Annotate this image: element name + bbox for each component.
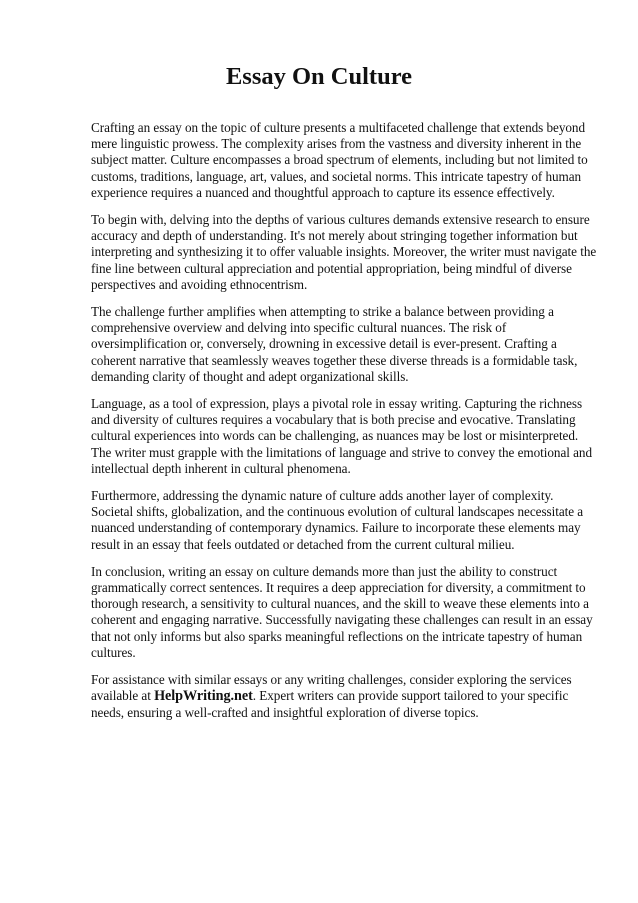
closing-paragraph: [91, 672, 597, 721]
paragraph-2: To begin with, delving into the depths of various cultures demands extensive research to ensure accuracy and depth of understanding. It's not merely about stringing together information but interpreting and synthesizing it to offer valuable insights. Moreover, the writer must navigate the fine line between cultural appreciation and potential appropriation, being mindful of diverse perspectives and avoiding ethnocentrism.: [91, 212, 597, 292]
paragraph-4: Language, as a tool of expression, plays a pivotal role in essay writing. Capturing the richness and diversity of cultures requires a vocabulary that is both precise and evocative. Translating cultural experiences into words can be challenging, as nuances may be lost or misinterpreted. The writer must grapple with the limitations of language and strive to convey the emotional and intellectual depth inherent in cultural phenomena.: [91, 396, 593, 476]
paragraph-5: Furthermore, addressing the dynamic nature of culture adds another layer of complexity. Societal shifts, globalization, and the continuous evolution of cultural landscapes necessitate a nuanced understanding of contemporary dynamics. Failure to incorporate these elements may result in an essay that feels outdated or detached from the current cultural milieu.: [91, 488, 584, 552]
page-title: Essay On Culture: [225, 63, 413, 90]
essay-body: [91, 120, 597, 732]
paragraph-3: The challenge further amplifies when attempting to strike a balance between providing a comprehensive overview and delving into specific cultural nuances. The risk of oversimplification or, conversely, drowning in excessive detail is ever-present. Crafting a coherent narrative that seamlessly weaves together these diverse threads is a formidable task, demanding clarity of thought and adept organizational skills.: [91, 304, 578, 384]
closing-text-before: For assistance with similar essays or any writing challenges, consider exploring the services available at: [91, 672, 572, 704]
paragraph-1: Crafting an essay on the topic of culture presents a multifaceted challenge that extends beyond mere linguistic prowess. The complexity arises from the vastness and diversity inherent in the subject matter. Culture encompasses a broad spectrum of elements, including but not limited to customs, traditions, language, art, values, and societal norms. This intricate tapestry of human experience requires a nuanced and thoughtful approach to capture its essence effectively.: [91, 120, 588, 200]
closing-text-after: . Expert writers can provide support tailored to your specific needs, ensuring a well-crafted and insightful exploration of diverse topics.: [91, 688, 569, 720]
paragraph-6: In conclusion, writing an essay on culture demands more than just the ability to construct grammatically correct sentences. It requires a deep appreciation for diversity, a commitment to thorough research, a sensitivity to cultural nuances, and the skill to weave these elements into a coherent and engaging narrative. Successfully navigating these challenges can result in an essay that not only informs but also sparks meaningful reflections on the intricate tapestry of human cultures.: [91, 563, 593, 660]
helpwriting-link[interactable]: HelpWriting.net: [154, 688, 253, 705]
